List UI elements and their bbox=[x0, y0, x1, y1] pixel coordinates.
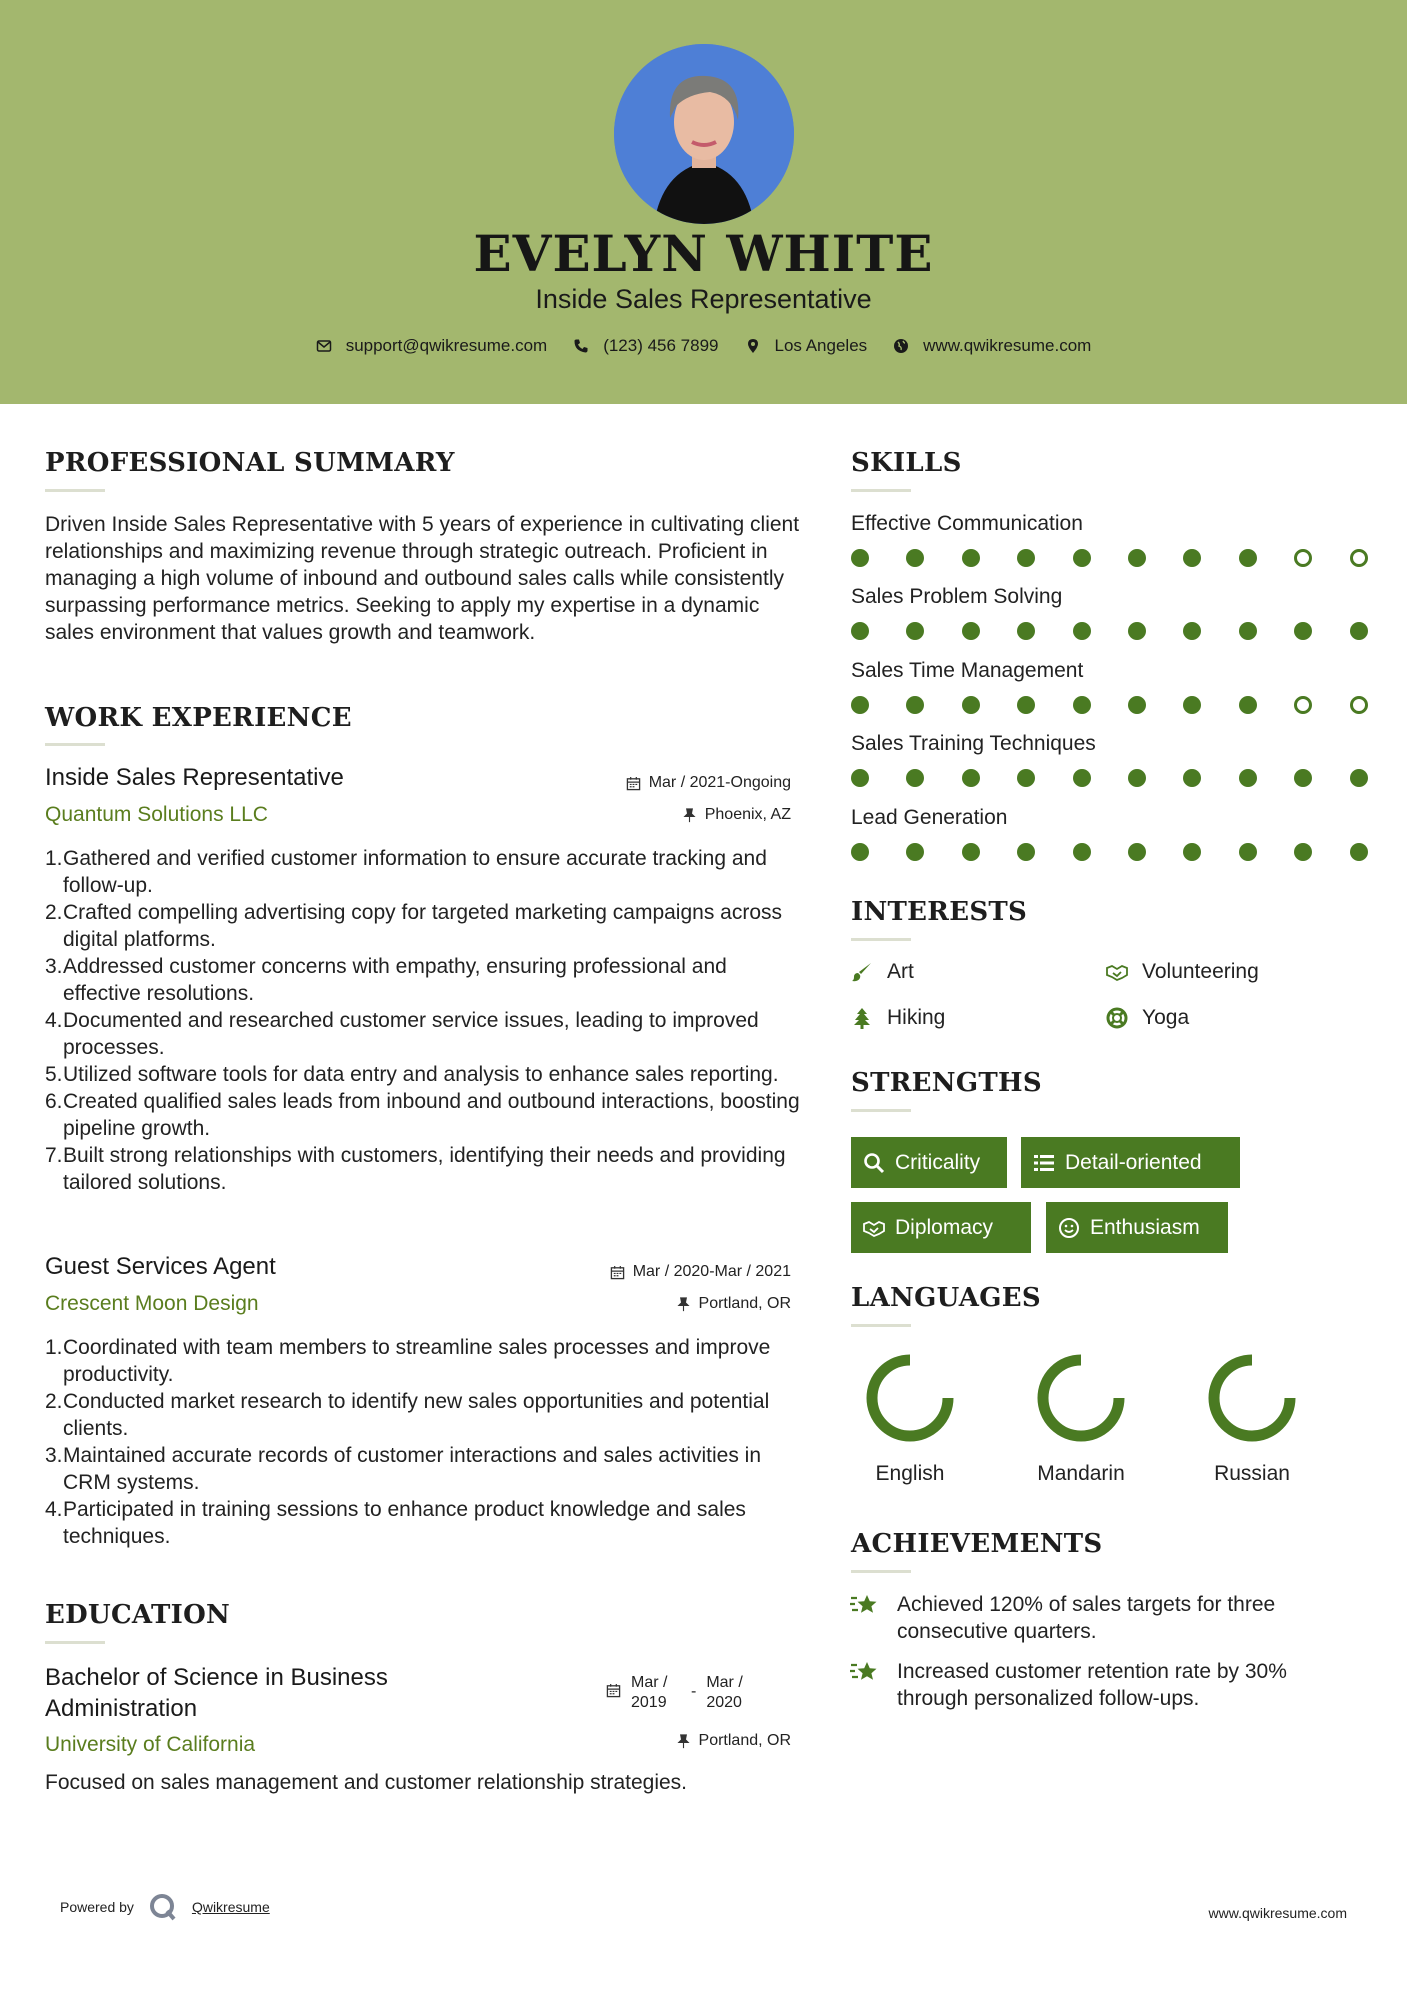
rating-dot-empty bbox=[1294, 696, 1312, 714]
paintbrush-icon bbox=[851, 961, 873, 983]
skill-name: Lead Generation bbox=[851, 806, 1008, 829]
contact-website[interactable] bbox=[893, 336, 1091, 356]
job-dates-text: Mar / 2021-Ongoing bbox=[648, 774, 791, 791]
search-icon bbox=[863, 1152, 885, 1174]
education-dates bbox=[606, 1673, 756, 1713]
list-item: 3. Addressed customer concerns with empathy, ensuring professional and effective resolutions. bbox=[45, 955, 727, 1005]
portrait-image bbox=[614, 44, 794, 224]
contact-location-text: Los Angeles bbox=[774, 336, 868, 355]
rating-dot-filled bbox=[906, 696, 924, 714]
rating-dot-filled bbox=[851, 843, 869, 861]
contact-phone-text: (123) 456 7899 bbox=[603, 336, 719, 355]
interests-divider bbox=[851, 938, 911, 941]
rating-dot-filled bbox=[1294, 769, 1312, 787]
rating-dot-filled bbox=[1017, 769, 1035, 787]
rating-dot-filled bbox=[1128, 622, 1146, 640]
rating-dot-filled bbox=[1294, 843, 1312, 861]
rating-dot-filled bbox=[1073, 843, 1091, 861]
rating-dot-filled bbox=[906, 769, 924, 787]
rating-dot-filled bbox=[1239, 843, 1257, 861]
rating-dot-filled bbox=[1239, 696, 1257, 714]
rating-dot-filled bbox=[906, 549, 924, 567]
list-item-text: Built strong relationships with customers, identifying their needs and providing tailored solutions. bbox=[63, 1144, 786, 1194]
skill-name: Sales Time Management bbox=[851, 659, 1084, 682]
job-duties-list bbox=[45, 1334, 805, 1550]
job-dates-text: Mar / 2020-Mar / 2021 bbox=[632, 1263, 791, 1280]
summary-text: Driven Inside Sales Representative with 5 years of experience in cultivating client relationships and maximizing revenue through strategic outreach. Proficient in managing a high volume of inbound and outbound sales calls while consistently surpassing performance metrics. Seeking to apply my expertise in a dynamic sales environment that values growth and teamwork. bbox=[45, 513, 800, 644]
achievements-divider bbox=[851, 1570, 911, 1573]
language-level-arc bbox=[1214, 1360, 1290, 1436]
interest-art bbox=[851, 960, 914, 984]
list-item: 2. Crafted compelling advertising copy for targeted marketing campaigns across digital platforms. bbox=[45, 901, 783, 951]
rating-dot-empty bbox=[1294, 549, 1312, 567]
footer-website[interactable]: www.qwikresume.com bbox=[1208, 1905, 1347, 1921]
rating-dot-filled bbox=[1239, 769, 1257, 787]
language-label: English bbox=[875, 1462, 945, 1485]
list-item: 1. Coordinated with team members to streamline sales processes and improve productivity. bbox=[45, 1336, 771, 1386]
strength-label: Criticality bbox=[895, 1150, 981, 1174]
rating-dot-filled bbox=[962, 696, 980, 714]
strength-label: Enthusiasm bbox=[1090, 1215, 1200, 1239]
skill-name: Sales Problem Solving bbox=[851, 585, 1063, 608]
tree-icon bbox=[851, 1007, 873, 1029]
strengths-heading: STRENGTHS bbox=[851, 1068, 1042, 1098]
strength-tag-detail-oriented bbox=[1021, 1137, 1240, 1188]
rating-dot-filled bbox=[1128, 769, 1146, 787]
interests-heading: INTERESTS bbox=[851, 897, 1028, 927]
rating-dot-filled bbox=[1183, 696, 1201, 714]
profile-photo bbox=[614, 44, 794, 224]
experience-heading: WORK EXPERIENCE bbox=[45, 703, 352, 733]
list-item-text: Maintained accurate records of customer interactions and sales activities in CRM systems. bbox=[63, 1444, 762, 1494]
interest-label: Art bbox=[887, 960, 914, 983]
rating-dot-empty bbox=[1350, 696, 1368, 714]
pushpin-icon bbox=[676, 1297, 691, 1312]
rating-dot-filled bbox=[962, 769, 980, 787]
language-label: Mandarin bbox=[1037, 1462, 1125, 1485]
rating-dot-filled bbox=[962, 622, 980, 640]
list-item: 5. Utilized software tools for data entry and analysis to enhance sales reporting. bbox=[45, 1063, 779, 1086]
education-degree: Bachelor of Science in Business Administration bbox=[45, 1664, 388, 1722]
list-item-text: Coordinated with team members to streamline sales processes and improve productivity. bbox=[63, 1336, 771, 1386]
job-company: Crescent Moon Design bbox=[45, 1292, 259, 1315]
handshake-icon bbox=[1106, 961, 1128, 983]
education-school: University of California bbox=[45, 1733, 256, 1756]
star-trophy-icon bbox=[849, 1656, 881, 1688]
list-item-text: Conducted market research to identify new sales opportunities and potential clients. bbox=[63, 1390, 770, 1440]
rating-dot-filled bbox=[851, 769, 869, 787]
list-item-text: Crafted compelling advertising copy for targeted marketing campaigns across digital platforms. bbox=[63, 901, 783, 951]
calendar-icon bbox=[606, 1683, 621, 1698]
rating-dot-filled bbox=[1350, 622, 1368, 640]
job-dates bbox=[610, 1263, 791, 1281]
achievement-item bbox=[849, 1591, 1349, 1645]
interest-volunteering bbox=[1106, 960, 1259, 984]
language-english bbox=[855, 1352, 965, 1486]
summary-divider bbox=[45, 489, 105, 492]
rating-dot-filled bbox=[1128, 843, 1146, 861]
rating-dot-filled bbox=[962, 549, 980, 567]
rating-dot-empty bbox=[1350, 549, 1368, 567]
rating-dot-filled bbox=[1017, 696, 1035, 714]
rating-dot-filled bbox=[1183, 549, 1201, 567]
list-item-text: Participated in training sessions to enhance product knowledge and sales techniques. bbox=[63, 1498, 746, 1548]
rating-dot-filled bbox=[962, 843, 980, 861]
strength-tag-diplomacy bbox=[851, 1202, 1031, 1253]
envelope-icon bbox=[316, 338, 332, 354]
rating-dot-filled bbox=[851, 622, 869, 640]
rating-dot-filled bbox=[1073, 622, 1091, 640]
contact-email-text: support@qwikresume.com bbox=[345, 336, 548, 355]
languages-divider bbox=[851, 1324, 911, 1327]
education-divider bbox=[45, 1641, 105, 1644]
contact-location bbox=[745, 336, 868, 356]
qwikresume-logo-icon bbox=[148, 1892, 178, 1922]
job-dates bbox=[626, 774, 791, 792]
achievement-item bbox=[849, 1658, 1349, 1712]
interest-label: Volunteering bbox=[1142, 960, 1259, 983]
language-label: Russian bbox=[1214, 1462, 1290, 1485]
header-banner bbox=[0, 0, 1407, 404]
education-start-date: Mar / 2019 bbox=[631, 1674, 668, 1711]
skills-heading: SKILLS bbox=[851, 448, 962, 478]
rating-dot-filled bbox=[1183, 843, 1201, 861]
interest-hiking bbox=[851, 1006, 945, 1030]
job-location bbox=[682, 806, 791, 824]
powered-by-label: Powered by bbox=[60, 1899, 134, 1915]
rating-dot-filled bbox=[1017, 622, 1035, 640]
list-item-text: Created qualified sales leads from inbound and outbound interactions, boosting pipeline growth. bbox=[63, 1090, 800, 1140]
rating-dot-filled bbox=[1073, 696, 1091, 714]
languages-heading: LANGUAGES bbox=[851, 1283, 1041, 1313]
achievements-heading: ACHIEVEMENTS bbox=[851, 1529, 1103, 1559]
rating-dot-filled bbox=[851, 696, 869, 714]
interest-label: Hiking bbox=[887, 1006, 946, 1029]
strengths-divider bbox=[851, 1109, 911, 1112]
strength-label: Detail-oriented bbox=[1065, 1150, 1202, 1174]
list-icon bbox=[1033, 1152, 1055, 1174]
job-location-text: Phoenix, AZ bbox=[704, 806, 791, 823]
list-item-text: Addressed customer concerns with empathy, ensuring professional and effective resolutions. bbox=[63, 955, 727, 1005]
experience-divider bbox=[45, 743, 105, 746]
language-gauge bbox=[864, 1352, 956, 1444]
handshake-icon bbox=[863, 1217, 885, 1239]
star-trophy-icon bbox=[849, 1589, 881, 1621]
list-item: 6. Created qualified sales leads from inbound and outbound interactions, boosting pipeline growth. bbox=[45, 1090, 800, 1140]
rating-dot-filled bbox=[1183, 769, 1201, 787]
skill-name: Sales Training Techniques bbox=[851, 732, 1096, 755]
education-location bbox=[676, 1732, 791, 1750]
map-pin-icon bbox=[745, 338, 761, 354]
pushpin-icon bbox=[676, 1734, 691, 1749]
list-item: 4. Participated in training sessions to enhance product knowledge and sales techniques. bbox=[45, 1498, 746, 1548]
smile-icon bbox=[1058, 1217, 1080, 1239]
strength-tag-criticality bbox=[851, 1137, 1007, 1188]
candidate-role: Inside Sales Representative bbox=[535, 284, 872, 314]
rating-dot-filled bbox=[1239, 622, 1257, 640]
rating-dot-filled bbox=[1073, 549, 1091, 567]
rating-dot-filled bbox=[906, 622, 924, 640]
job-location bbox=[676, 1295, 791, 1313]
summary-heading: PROFESSIONAL SUMMARY bbox=[45, 448, 455, 478]
pushpin-icon bbox=[682, 808, 697, 823]
contact-bar bbox=[0, 336, 1407, 356]
footer-powered-by bbox=[60, 1892, 270, 1922]
globe-icon bbox=[893, 338, 909, 354]
education-description: Focused on sales management and customer relationship strategies. bbox=[45, 1771, 688, 1794]
rating-dot-filled bbox=[1183, 622, 1201, 640]
rating-dot-filled bbox=[1128, 696, 1146, 714]
list-item: 1. Gathered and verified customer information to ensure accurate tracking and follow-up. bbox=[45, 847, 767, 897]
rating-dot-filled bbox=[851, 549, 869, 567]
list-item-text: Gathered and verified customer information to ensure accurate tracking and follow-up. bbox=[63, 847, 767, 897]
list-item: 7. Built strong relationships with customers, identifying their needs and providing tailored solutions. bbox=[45, 1144, 786, 1194]
job-company: Quantum Solutions LLC bbox=[45, 803, 268, 826]
rating-dot-filled bbox=[1073, 769, 1091, 787]
rating-dot-filled bbox=[1350, 843, 1368, 861]
calendar-icon bbox=[626, 776, 641, 791]
education-end-date: Mar / 2020 bbox=[706, 1674, 743, 1711]
job-title: Guest Services Agent bbox=[45, 1253, 276, 1280]
education-heading: EDUCATION bbox=[45, 1600, 231, 1630]
language-level-arc bbox=[1043, 1360, 1119, 1436]
rating-dot-filled bbox=[906, 843, 924, 861]
rating-dot-filled bbox=[1294, 622, 1312, 640]
rating-dot-filled bbox=[1239, 549, 1257, 567]
rating-dot-filled bbox=[1017, 549, 1035, 567]
strength-label: Diplomacy bbox=[895, 1215, 994, 1239]
contact-phone[interactable] bbox=[573, 336, 718, 356]
list-item-text: Documented and researched customer service issues, leading to improved processes. bbox=[63, 1009, 759, 1059]
interest-label: Yoga bbox=[1142, 1006, 1190, 1029]
list-item: 3. Maintained accurate records of customer interactions and sales activities in CRM systems. bbox=[45, 1444, 762, 1494]
language-gauge bbox=[1035, 1352, 1127, 1444]
language-level-arc bbox=[872, 1360, 948, 1436]
skill-name: Effective Communication bbox=[851, 512, 1083, 535]
job-duties-list bbox=[45, 845, 805, 1196]
job-location-text: Portland, OR bbox=[698, 1295, 791, 1312]
interest-yoga bbox=[1106, 1006, 1189, 1030]
contact-email[interactable] bbox=[316, 336, 548, 356]
calendar-icon bbox=[610, 1265, 625, 1280]
list-item-text: Utilized software tools for data entry and analysis to enhance sales reporting. bbox=[63, 1063, 779, 1086]
achievement-text: Achieved 120% of sales targets for three consecutive quarters. bbox=[897, 1593, 1276, 1643]
candidate-name: EVELYN WHITE bbox=[473, 224, 934, 283]
phone-icon bbox=[573, 338, 589, 354]
lifebuoy-icon bbox=[1106, 1007, 1128, 1029]
list-item: 2. Conducted market research to identify new sales opportunities and potential clients. bbox=[45, 1390, 770, 1440]
language-mandarin bbox=[1026, 1352, 1136, 1486]
contact-website-text: www.qwikresume.com bbox=[923, 336, 1092, 355]
achievement-text: Increased customer retention rate by 30% through personalized follow-ups. bbox=[897, 1660, 1287, 1710]
strength-tag-enthusiasm bbox=[1046, 1202, 1228, 1253]
rating-dot-filled bbox=[1128, 549, 1146, 567]
language-gauge bbox=[1206, 1352, 1298, 1444]
rating-dot-filled bbox=[1350, 769, 1368, 787]
language-russian bbox=[1197, 1352, 1307, 1486]
qwikresume-link[interactable]: Qwikresume bbox=[191, 1899, 270, 1915]
skills-divider bbox=[851, 489, 911, 492]
job-title: Inside Sales Representative bbox=[45, 764, 344, 791]
education-location-text: Portland, OR bbox=[698, 1732, 791, 1749]
rating-dot-filled bbox=[1017, 843, 1035, 861]
list-item: 4. Documented and researched customer service issues, leading to improved processes. bbox=[45, 1009, 759, 1059]
date-separator: - bbox=[691, 1683, 697, 1700]
